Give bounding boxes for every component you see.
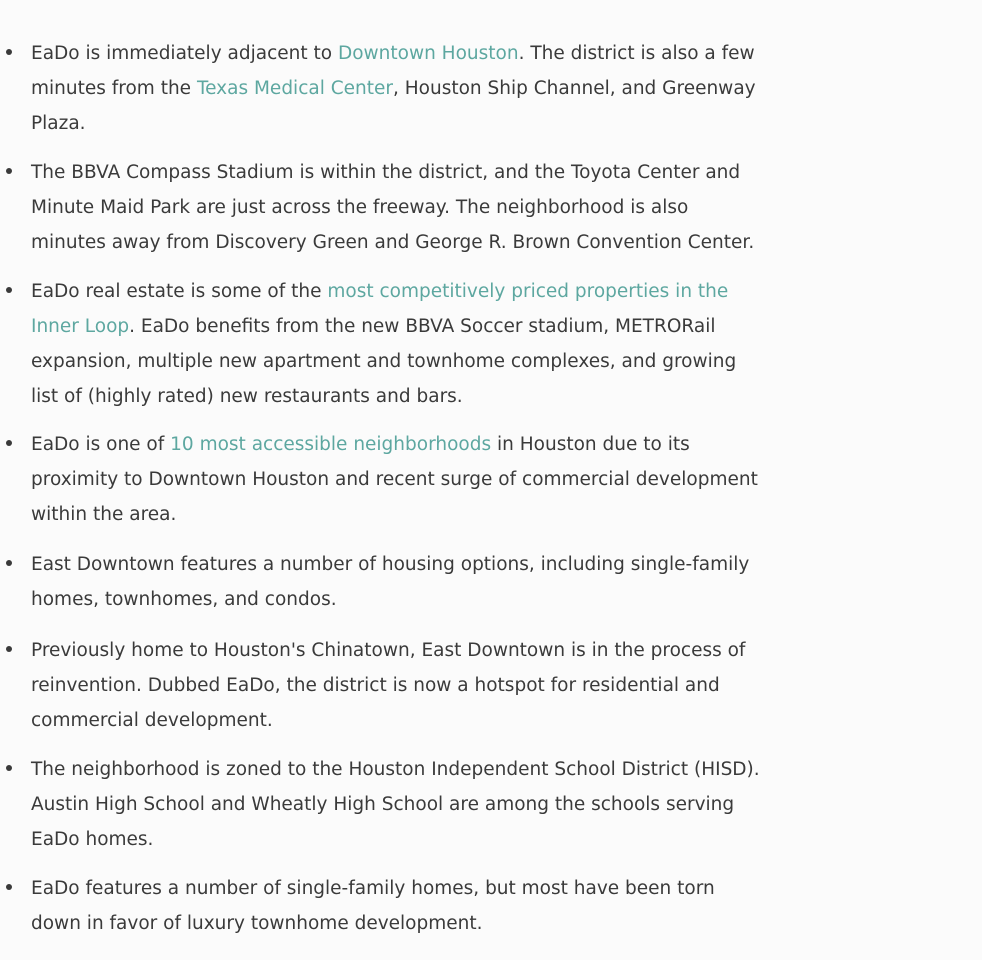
bullet-dot-icon bbox=[6, 560, 12, 566]
text-segment: Plaza. bbox=[31, 113, 86, 134]
text-line bbox=[31, 344, 976, 379]
text-line bbox=[31, 155, 976, 190]
inline-link[interactable]: Downtown Houston bbox=[337, 43, 519, 64]
bullet-dot-icon bbox=[6, 49, 12, 55]
text-segment: in Houston due to its bbox=[491, 434, 690, 455]
bullet-text bbox=[31, 155, 976, 260]
bullet-dot-icon bbox=[6, 287, 12, 293]
text-segment: down in favor of luxury townhome development. bbox=[31, 913, 483, 934]
text-segment: EaDo features a number of single-family homes, but most have been torn bbox=[31, 878, 715, 899]
text-line bbox=[31, 871, 976, 906]
text-line bbox=[31, 497, 976, 532]
text-segment: proximity to Downtown Houston and recent surge of commercial development bbox=[31, 469, 758, 490]
bullet-text bbox=[31, 274, 976, 414]
text-segment: EaDo is one of bbox=[31, 434, 171, 455]
text-line bbox=[31, 106, 976, 141]
text-segment: , Houston Ship Channel, and Greenway bbox=[393, 78, 756, 99]
text-segment: East Downtown features a number of housing options, including single-family bbox=[31, 554, 750, 575]
bullet-dot-icon bbox=[6, 646, 12, 652]
bullet-text bbox=[31, 427, 976, 532]
text-line bbox=[31, 752, 976, 787]
text-line bbox=[31, 379, 976, 414]
bullet-dot-icon bbox=[6, 168, 12, 174]
text-line bbox=[31, 906, 976, 941]
bullet-dot-icon bbox=[6, 765, 12, 771]
text-line bbox=[31, 703, 976, 738]
text-line bbox=[31, 274, 976, 309]
text-line bbox=[31, 309, 976, 344]
bullet-dot-icon bbox=[6, 440, 12, 446]
text-segment: minutes away from Discovery Green and George R. Brown Convention Center. bbox=[31, 232, 755, 253]
text-segment: homes, townhomes, and condos. bbox=[31, 589, 337, 610]
text-segment: EaDo is immediately adjacent to bbox=[31, 43, 338, 64]
text-segment: commercial development. bbox=[31, 710, 273, 731]
text-segment: . The district is also a few bbox=[518, 43, 755, 64]
text-segment: list of (highly rated) new restaurants and bars. bbox=[31, 386, 463, 407]
bullet-text bbox=[31, 633, 976, 738]
text-segment: Minute Maid Park are just across the freeway. The neighborhood is also bbox=[31, 197, 689, 218]
inline-link[interactable]: Texas Medical Center bbox=[196, 78, 393, 99]
text-segment: . EaDo benefits from the new BBVA Soccer stadium, METRORail bbox=[129, 316, 716, 337]
inline-link[interactable]: most competitively priced properties in the bbox=[327, 281, 729, 302]
text-segment: Previously home to Houston's Chinatown, East Downtown is in the process of bbox=[31, 640, 746, 661]
text-line bbox=[31, 462, 976, 497]
text-line bbox=[31, 547, 976, 582]
bullet-dot-icon bbox=[6, 884, 12, 890]
text-line bbox=[31, 427, 976, 462]
text-segment: EaDo homes. bbox=[31, 829, 154, 850]
text-segment: minutes from the bbox=[31, 78, 197, 99]
text-segment: within the area. bbox=[31, 504, 177, 525]
text-line bbox=[31, 225, 976, 260]
text-line bbox=[31, 36, 976, 71]
inline-link[interactable]: Inner Loop bbox=[31, 316, 130, 337]
text-line bbox=[31, 582, 976, 617]
text-segment: expansion, multiple new apartment and townhome complexes, and growing bbox=[31, 351, 737, 372]
bullet-text bbox=[31, 752, 976, 857]
bullet-text bbox=[31, 871, 976, 941]
text-segment: Austin High School and Wheatly High School are among the schools serving bbox=[31, 794, 735, 815]
text-line bbox=[31, 822, 976, 857]
text-segment: The neighborhood is zoned to the Houston Independent School District (HISD). bbox=[31, 759, 760, 780]
text-segment: reinvention. Dubbed EaDo, the district is now a hotspot for residential and bbox=[31, 675, 720, 696]
text-line bbox=[31, 71, 976, 106]
bullet-text bbox=[31, 36, 976, 141]
inline-link[interactable]: 10 most accessible neighborhoods bbox=[170, 434, 492, 455]
text-line bbox=[31, 668, 976, 703]
text-line bbox=[31, 633, 976, 668]
text-segment: EaDo real estate is some of the bbox=[31, 281, 328, 302]
text-line bbox=[31, 190, 976, 225]
text-line bbox=[31, 787, 976, 822]
text-segment: The BBVA Compass Stadium is within the district, and the Toyota Center and bbox=[31, 162, 741, 183]
bullet-text bbox=[31, 547, 976, 617]
